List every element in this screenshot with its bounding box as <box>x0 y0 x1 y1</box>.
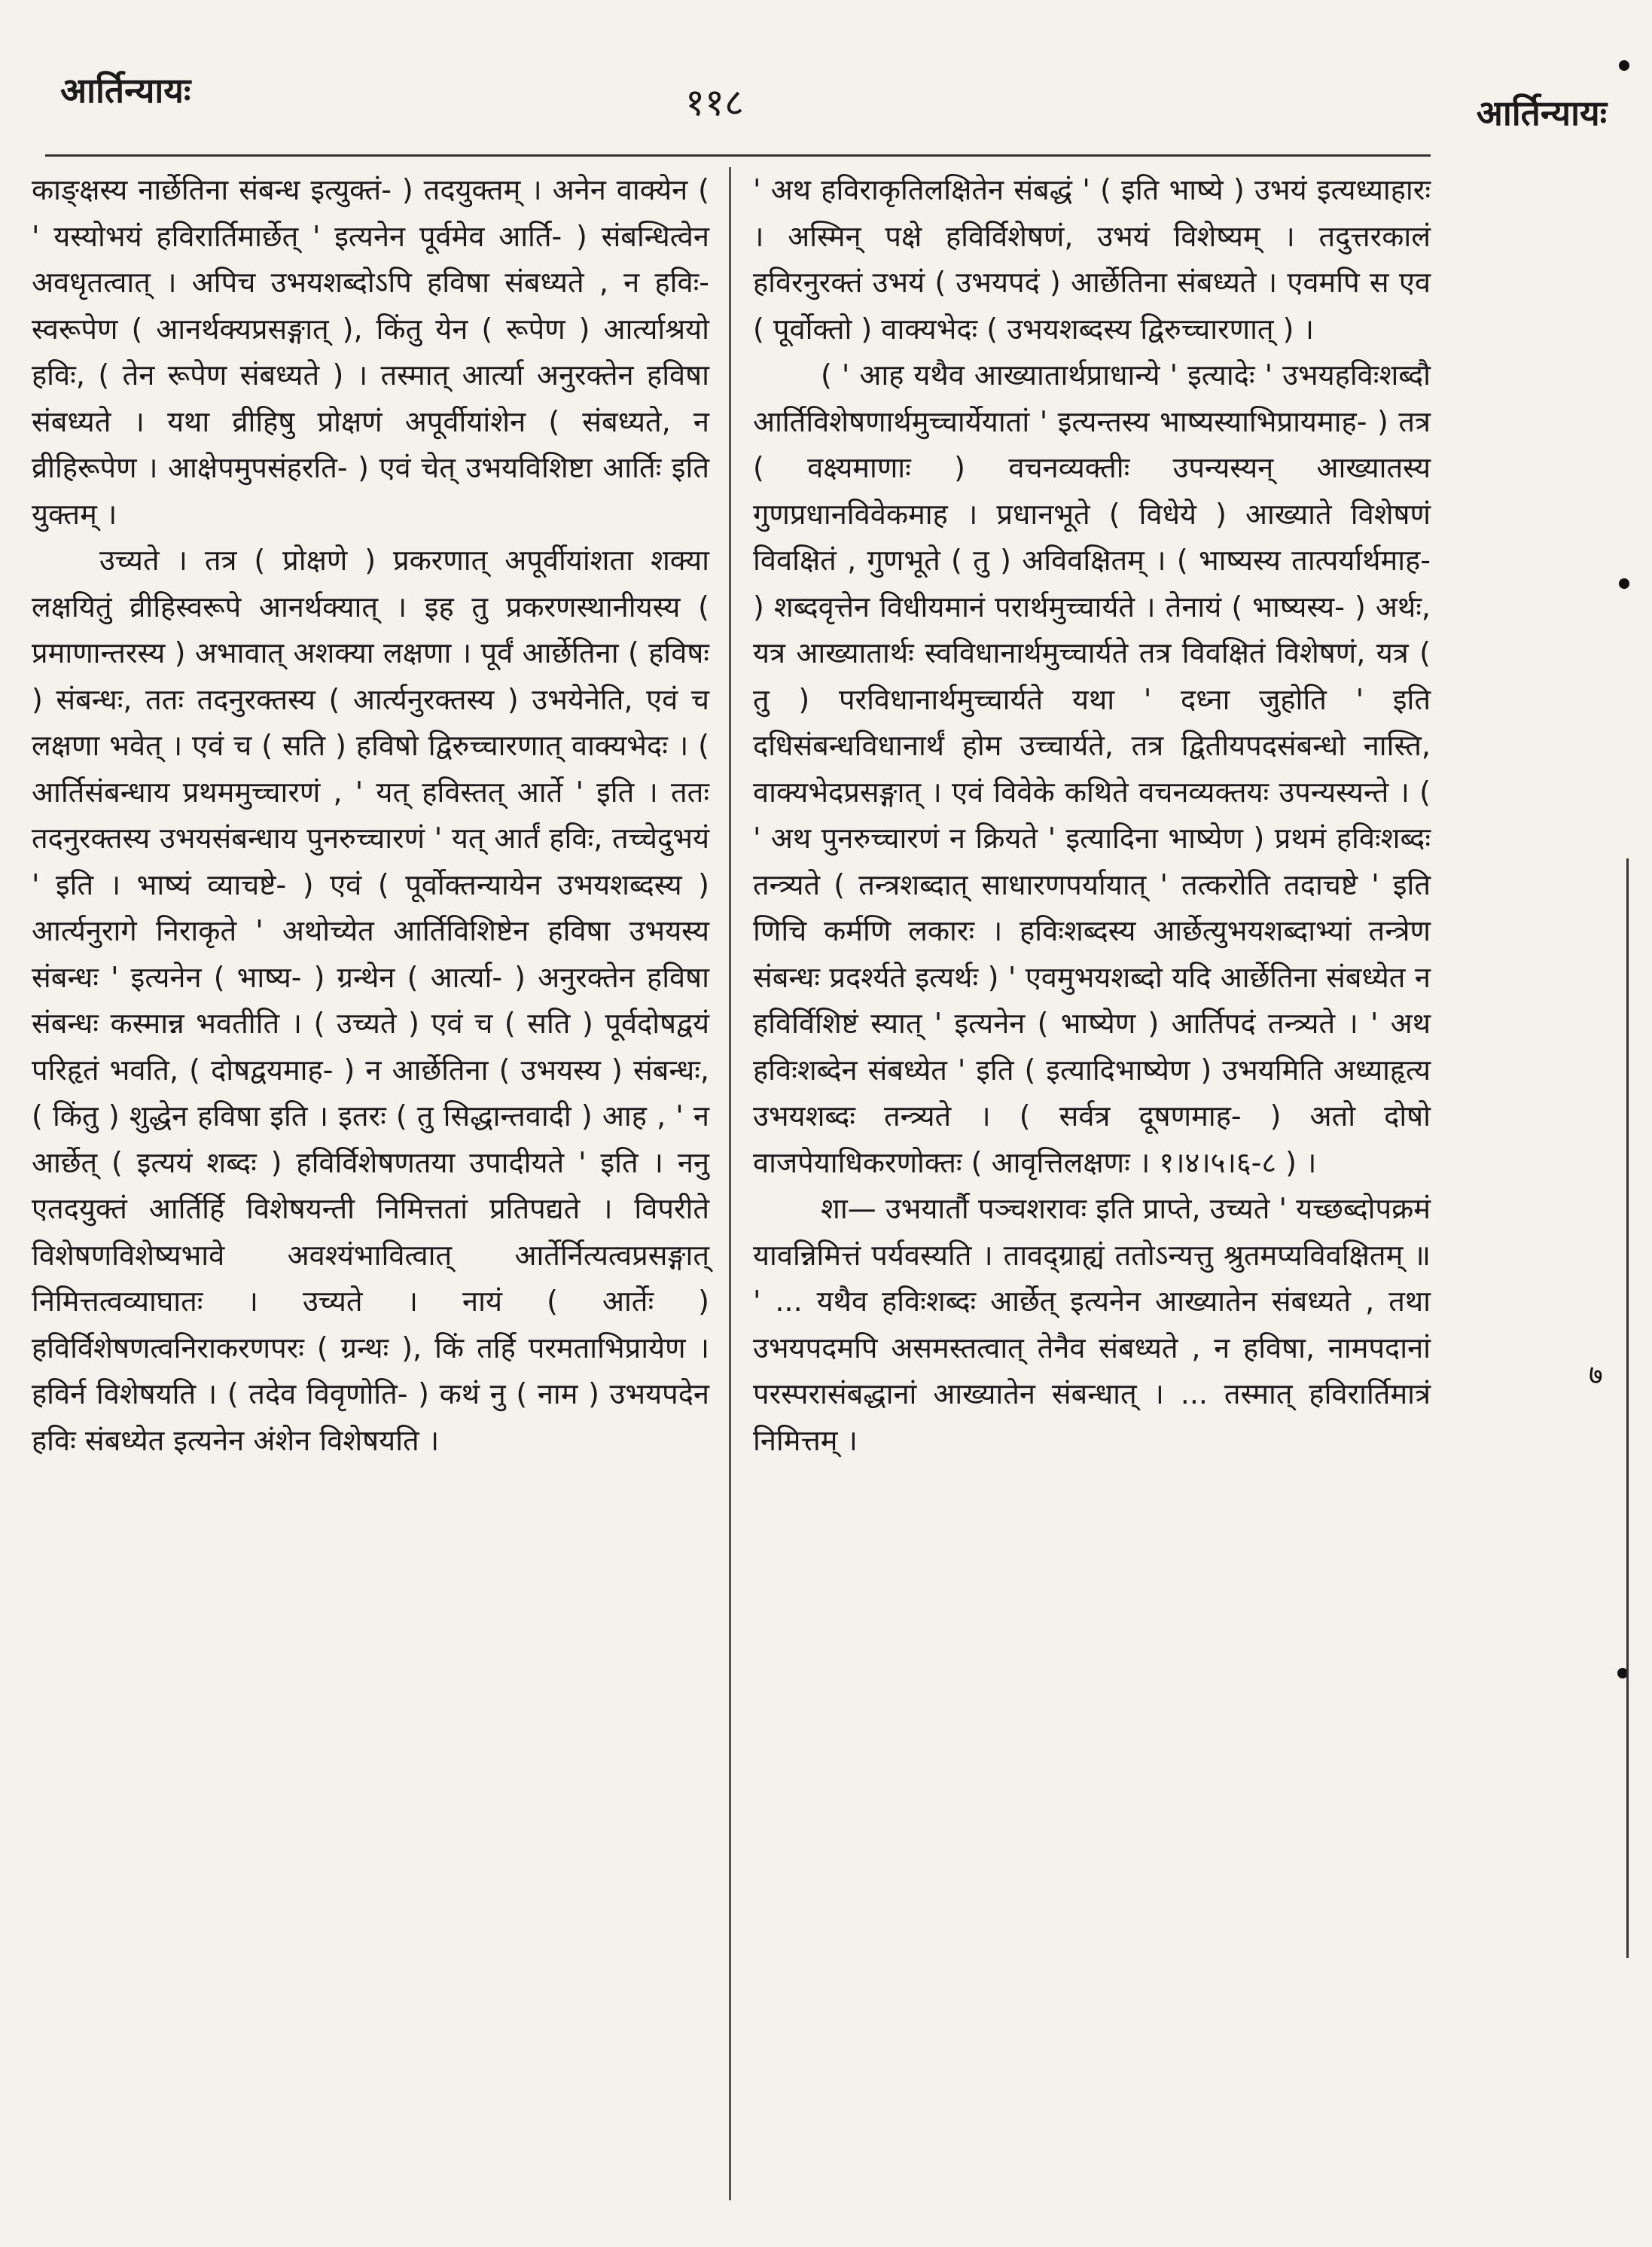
column-divider <box>729 167 731 2200</box>
running-header-left: आर्तिन्यायः <box>60 70 191 111</box>
running-header-right: आर्तिन्यायः <box>1476 93 1607 133</box>
page-number: ११८ <box>685 81 744 124</box>
right-column <box>753 167 1431 1464</box>
right-paragraph-3: शा— उभयार्तौ पञ्चशरावः इति प्राप्ते, उच्यते ' यच्छब्दोपक्रमं यावन्निमित्तं पर्यवस्यति । तावद्ग्राह्यं ततोऽन्यत्तु श्रुतमप्यविवक्षितम् ॥ ' ... यथैव हविःशब्दः आर्छेत् इत्यनेन आख्यातेन संबध्यते , तथा उभयपदमपि असमस्तत्वात् तेनैव संबध्यते , न हविषा, नामपदानां परस्परासंबद्धानां आख्यातेन संबन्धात् । ... तस्मात् हविरार्तिमात्रं निमित्तम् । <box>753 1192 1431 1457</box>
margin-dot <box>1619 578 1629 589</box>
right-paragraph-2: ( ' आह यथैव आख्यातार्थप्राधान्ये ' इत्यादेः ' उभयहविःशब्दौ आर्तिविशेषणार्थमुच्चार्येयातां ' इत्यन्तस्य भाष्यस्याभिप्रायमाह- ) तत्र ( वक्ष्यमाणाः ) वचनव्यक्तीः उपन्यस्यन् आख्यातस्य गुणप्रधानविवेकमाह । प्रधानभूते ( विधेये ) आख्याते विशेषणं विवक्षितं , गुणभूते ( तु ) अविवक्षितम् । ( भाष्यस्य तात्पर्यार्थमाह- ) शब्दवृत्तेन विधीयमानं परार्थमुच्चार्यते । तेनायं ( भाष्यस्य- ) अर्थः, यत्र आख्यातार्थः स्वविधानार्थमुच्चार्यते तत्र विवक्षितं विशेषणं, यत्र ( तु ) परविधानार्थमुच्चार्यते यथा ' दध्ना जुहोति ' इति दधिसंबन्धविधानार्थं होम उच्चार्यते, तत्र द्वितीयपदसंबन्धो नास्ति, वाक्यभेदप्रसङ्गात् । एवं विवेके कथिते वचनव्यक्तयः उपन्यस्यन्ते । ( ' अथ पुनरुच्चारणं न क्रियते ' इत्यादिना भाष्येण ) प्रथमं हविःशब्दः तन्त्र्यते ( तन्त्रशब्दात् साधारणपर्यायात् ' तत्करोति तदाचष्टे ' इति णिचि कर्मणि लकारः । हविःशब्दस्य आर्छेत्युभयशब्दाभ्यां तन्त्रेण संबन्धः प्रदर्श्यते इत्यर्थः ) ' एवमुभयशब्दो यदि आर्छेतिना संबध्येत न हविर्विशिष्टं स्यात् ' इत्यनेन ( भाष्येण ) आर्तिपदं तन्त्र्यते । ' अथ हविःशब्देन संबध्येत ' इति ( इत्यादिभाष्येण ) उभयमिति अध्याहृत्य उभयशब्दः तन्त्र्यते । ( सर्वत्र दूषणमाह- ) अतो दोषो वाजपेयाधिकरणोक्तः ( आवृत्तिलक्षणः । १।४।५।६-८ ) । <box>753 358 1431 1179</box>
left-paragraph-1: काङ्क्षस्य नार्छेतिना संबन्ध इत्युक्तं- ) तदयुक्तम् । अनेन वाक्येन ( ' यस्योभयं हविरार्तिमार्छेत् ' इत्यनेन पूर्वमेव आर्ति- ) संबन्धित्वेन अवधृतत्वात् । अपिच उभयशब्दोऽपि हविषा संबध्यते , न हविः-स्वरूपेण ( आनर्थक्यप्रसङ्गात् ), किंतु येन ( रूपेण ) आर्त्याश्रयो हविः, ( तेन रूपेण संबध्यते ) । तस्मात् आर्त्या अनुरक्तेन हविषा संबध्यते । यथा व्रीहिषु प्रोक्षणं अपूर्वीयांशेन ( संबध्यते, न व्रीहिरूपेण । आक्षेपमुपसंहरति- ) एवं चेत् उभयविशिष्टा आर्तिः इति युक्तम् । <box>32 173 709 531</box>
edge-rule <box>1626 858 1629 1958</box>
header-rule <box>45 154 1431 157</box>
margin-dot <box>1619 60 1629 71</box>
left-paragraph-2: उच्यते । तत्र ( प्रोक्षणे ) प्रकरणात् अपूर्वीयांशता शक्या लक्षयितुं व्रीहिस्वरूपे आनर्थक्यात् । इह तु प्रकरणस्थानीयस्य ( प्रमाणान्तरस्य ) अभावात् अशक्या लक्षणा । पूर्वं आर्छेतिना ( हविषः ) संबन्धः, ततः तदनुरक्तस्य ( आर्त्यनुरक्तस्य ) उभयेनेति, एवं च लक्षणा भवेत् । एवं च ( सति ) हविषो द्विरुच्चारणात् वाक्यभेदः । ( आर्तिसंबन्धाय प्रथममुच्चारणं , ' यत् हविस्तत् आर्ते ' इति । ततः तदनुरक्तस्य उभयसंबन्धाय पुनरुच्चारणं ' यत् आर्तं हविः, तच्चेदुभयं ' इति । भाष्यं व्याचष्टे- ) एवं ( पूर्वोक्तन्यायेन उभयशब्दस्य ) आर्त्यनुरागे निराकृते ' अथोच्येत आर्तिविशिष्टेन हविषा उभयस्य संबन्धः ' इत्यनेन ( भाष्य- ) ग्रन्थेन ( आर्त्या- ) अनुरक्तेन हविषा संबन्धः कस्मान्न भवतीति । ( उच्यते ) एवं च ( सति ) पूर्वदोषद्वयं परिहृतं भवति, ( दोषद्वयमाह- ) न आर्छेतिना ( उभयस्य ) संबन्धः, ( किंतु ) शुद्धेन हविषा इति । इतरः ( तु सिद्धान्तवादी ) आह , ' न आर्छेत् ( इत्ययं शब्दः ) हविर्विशेषणतया उपादीयते ' इति । ननु एतदयुक्तं आर्तिर्हि विशेषयन्ती निमित्ततां प्रतिपद्यते । विपरीते विशेषणविशेष्यभावे अवश्यंभावित्वात् आर्तेर्नित्यत्वप्रसङ्गात् निमित्तत्वव्याघातः । उच्यते । नायं ( आर्तेः ) हविर्विशेषणत्वनिराकरणपरः ( ग्रन्थः ), किं तर्हि परमताभिप्रायेण । हविर्न विशेषयति । ( तदेव विवृणोति- ) कथं नु ( नाम ) उभयपदेन हविः संबध्येत इत्यनेन अंशेन विशेषयति । <box>32 544 709 1457</box>
margin-numeral: ७ <box>1589 1360 1603 1391</box>
left-column <box>32 167 709 1464</box>
right-paragraph-1: ' अथ हविराकृतिलक्षितेन संबद्धं ' ( इति भाष्ये ) उभयं इत्यध्याहारः । अस्मिन् पक्षे हविर्विशेषणं, उभयं विशेष्यम् । तदुत्तरकालं हविरनुरक्तं उभयं ( उभयपदं ) आर्छेतिना संबध्यते । एवमपि स एव ( पूर्वोक्तो ) वाक्यभेदः ( उभयशब्दस्य द्विरुच्चारणात् ) । <box>753 173 1431 346</box>
